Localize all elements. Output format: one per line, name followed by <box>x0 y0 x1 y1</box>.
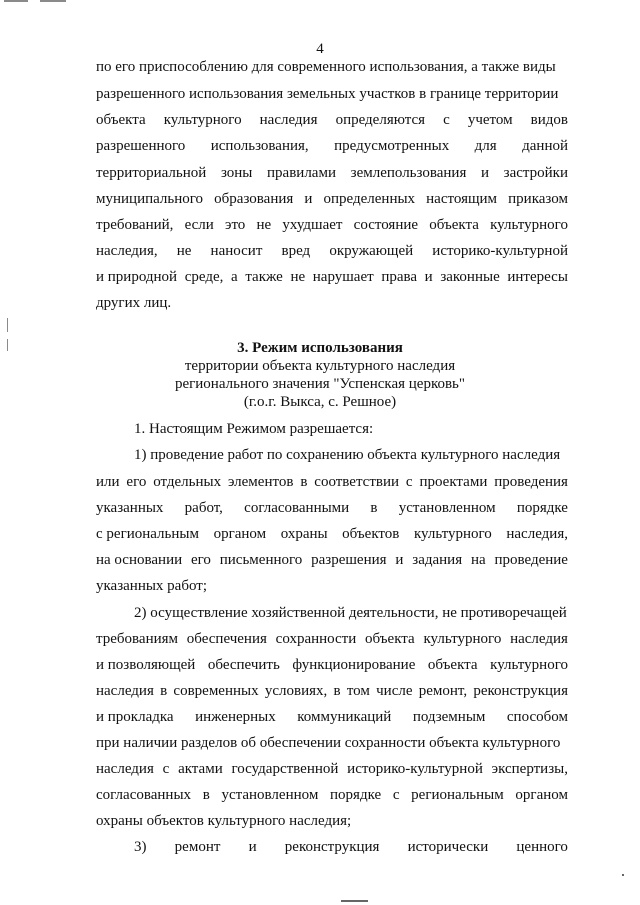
word: инженерных <box>195 709 276 725</box>
paragraph-line <box>96 268 568 286</box>
line-text: 1) проведение работ по сохранению объекта культурного наследия <box>134 447 561 463</box>
item-line <box>96 786 568 804</box>
word: историко-культурной <box>432 243 568 259</box>
word: разрешенного <box>96 138 186 154</box>
word: и <box>481 165 490 181</box>
word: права <box>381 269 418 285</box>
word: органом <box>515 787 568 803</box>
section-subtitle: территории объекта культурного наследия <box>184 358 456 374</box>
word: правилами <box>267 165 336 181</box>
word: не <box>176 243 192 259</box>
word: реконструкция <box>473 683 568 699</box>
line-text: 2) осуществление хозяйственной деятельности, не противоречащей <box>134 605 567 621</box>
word: законные <box>440 269 500 285</box>
word: ценного <box>516 839 568 855</box>
word: коммуникаций <box>297 709 392 725</box>
word: состояние <box>353 217 419 233</box>
line-text: по его приспособлению для современного использования, а также виды <box>96 59 556 75</box>
word: объекта <box>96 112 146 128</box>
word: культурного <box>490 657 568 673</box>
word: задания <box>412 552 463 568</box>
word: это <box>225 217 246 233</box>
word: определенных <box>323 191 416 207</box>
item-line <box>96 812 568 830</box>
word: на основании <box>96 552 183 568</box>
word: для <box>474 138 497 154</box>
word: 3) <box>134 839 147 855</box>
clause-heading <box>134 420 568 438</box>
item-line <box>134 604 568 622</box>
word: наследия <box>96 683 154 699</box>
word: порядке <box>516 500 568 516</box>
word: на <box>470 552 486 568</box>
scan-artifact-bottom <box>341 900 368 902</box>
paragraph-line <box>96 58 568 76</box>
word: территориальной <box>96 165 207 181</box>
word: наследия <box>510 631 568 647</box>
item-line <box>96 760 568 778</box>
word: охраны <box>280 526 328 542</box>
word: использования, <box>210 138 309 154</box>
word: ремонт <box>174 839 221 855</box>
word: согласованных <box>96 787 192 803</box>
word: современных <box>173 683 259 699</box>
paragraph-line <box>96 216 568 234</box>
word: функционирование <box>292 657 416 673</box>
word: государственной <box>231 761 339 777</box>
word: предусмотренных <box>334 138 450 154</box>
word: обеспечить <box>207 657 280 673</box>
item-line <box>96 656 568 674</box>
word: в <box>370 500 378 516</box>
line-text: других лиц. <box>96 295 172 311</box>
word: объекта <box>365 631 415 647</box>
word: настоящим <box>426 191 498 207</box>
paragraph-line <box>96 111 568 129</box>
word: и <box>304 191 313 207</box>
item-line <box>134 446 568 464</box>
item-line <box>96 525 568 543</box>
scan-artifact-top-left <box>4 0 28 2</box>
word: наследия <box>96 761 154 777</box>
word: если <box>184 217 214 233</box>
section-subtitle: (г.о.г. Выкса, с. Решное) <box>243 394 397 410</box>
word: реконструкция <box>284 839 380 855</box>
word: актами <box>178 761 223 777</box>
word: или <box>96 474 120 490</box>
word: сохранности <box>275 631 357 647</box>
word: объекта <box>427 657 478 673</box>
paragraph-line <box>96 242 568 260</box>
word: историко-культурной <box>347 761 483 777</box>
word: установленном <box>221 787 319 803</box>
word: порядке <box>330 787 382 803</box>
word: также <box>245 269 283 285</box>
word: нарушает <box>312 269 374 285</box>
word: числе <box>376 683 413 699</box>
word: среде, <box>184 269 224 285</box>
word: проведение <box>494 552 568 568</box>
word: подземным <box>412 709 486 725</box>
scan-artifact-left-upper <box>7 318 8 332</box>
word: соответствии <box>314 474 400 490</box>
word: определяются <box>335 112 426 128</box>
word: культурного <box>490 217 568 233</box>
item-line <box>96 499 568 517</box>
word: наследия <box>259 112 318 128</box>
line-text: разрешенного использования земельных участков в границе территории <box>96 86 559 102</box>
word: в <box>202 787 210 803</box>
word: наследия, <box>96 243 158 259</box>
word: видов <box>530 112 568 128</box>
word: окружающей <box>329 243 414 259</box>
word: его <box>190 552 211 568</box>
item-line <box>96 630 568 648</box>
word: и <box>395 552 404 568</box>
word: отдельных <box>153 474 222 490</box>
word: ремонт, <box>418 683 468 699</box>
item-line <box>134 838 568 856</box>
word: органом <box>213 526 267 542</box>
page-number: 4 <box>316 41 324 57</box>
item-line <box>96 551 568 569</box>
word: согласованными <box>244 500 350 516</box>
word: зоны <box>220 165 253 181</box>
word: в <box>333 683 341 699</box>
word: в <box>300 474 308 490</box>
item-line <box>96 708 568 726</box>
word: землепользования <box>350 165 467 181</box>
word: приказом <box>508 191 568 207</box>
word: и позволяющей <box>96 657 196 673</box>
item-line <box>96 734 568 752</box>
word: вред <box>281 243 311 259</box>
word: не <box>290 269 306 285</box>
word: и <box>424 269 433 285</box>
word: и природной <box>96 269 178 285</box>
word: установленном <box>398 500 496 516</box>
item-line <box>96 682 568 700</box>
word: данной <box>522 138 568 154</box>
word: способом <box>506 709 568 725</box>
paragraph-line <box>96 294 568 312</box>
word: и <box>248 839 257 855</box>
word: с региональным <box>96 526 199 542</box>
word: и прокладка <box>96 709 174 725</box>
paragraph-line <box>96 85 568 103</box>
word: в <box>160 683 168 699</box>
line-text: при наличии разделов об обеспечении сохранности объекта культурного <box>96 735 561 751</box>
word: обеспечения <box>186 631 267 647</box>
line-text: охраны объектов культурного наследия; <box>96 813 352 829</box>
scan-artifact-top-left-secondary <box>40 0 66 2</box>
word: объектов <box>342 526 400 542</box>
word: исторически <box>407 839 489 855</box>
word: культурного <box>413 526 492 542</box>
word: его <box>126 474 147 490</box>
word: с <box>392 787 400 803</box>
word: условиях, <box>264 683 328 699</box>
paragraph-line <box>96 190 568 208</box>
word: разрешения <box>311 552 387 568</box>
word: указанных <box>96 500 164 516</box>
word: проектами <box>419 474 488 490</box>
word: наносит <box>210 243 263 259</box>
word: с <box>405 474 413 490</box>
word: культурного <box>423 631 502 647</box>
word: проведения <box>494 474 568 490</box>
word: застройки <box>503 165 568 181</box>
word: ухудшает <box>282 217 343 233</box>
word: объекта <box>429 217 479 233</box>
word: а <box>231 269 238 285</box>
word: с <box>162 761 170 777</box>
word: образования <box>214 191 294 207</box>
word: муниципального <box>96 191 204 207</box>
line-text: 1. Настоящим Режимом разрешается: <box>134 421 374 437</box>
word: работ, <box>184 500 223 516</box>
line-text: указанных работ; <box>96 578 207 594</box>
section-title: 3. Режим использования <box>237 340 403 356</box>
word: региональным <box>411 787 504 803</box>
word: требований, <box>96 217 174 233</box>
paragraph-line <box>96 164 568 182</box>
word: том <box>346 683 370 699</box>
paragraph-line <box>96 137 568 155</box>
section-subtitle: регионального значения "Успенская церковь" <box>174 376 466 392</box>
word: не <box>256 217 272 233</box>
word: с <box>443 112 450 128</box>
item-line <box>96 473 568 491</box>
word: письменного <box>219 552 303 568</box>
word: интересы <box>507 269 568 285</box>
scan-artifact-right-dot <box>622 874 624 876</box>
word: элементов <box>228 474 294 490</box>
word: экспертизы, <box>491 761 568 777</box>
word: требованиям <box>96 631 179 647</box>
word: культурного <box>163 112 242 128</box>
word: наследия, <box>506 526 568 542</box>
item-line <box>96 577 568 595</box>
word: учетом <box>467 112 513 128</box>
